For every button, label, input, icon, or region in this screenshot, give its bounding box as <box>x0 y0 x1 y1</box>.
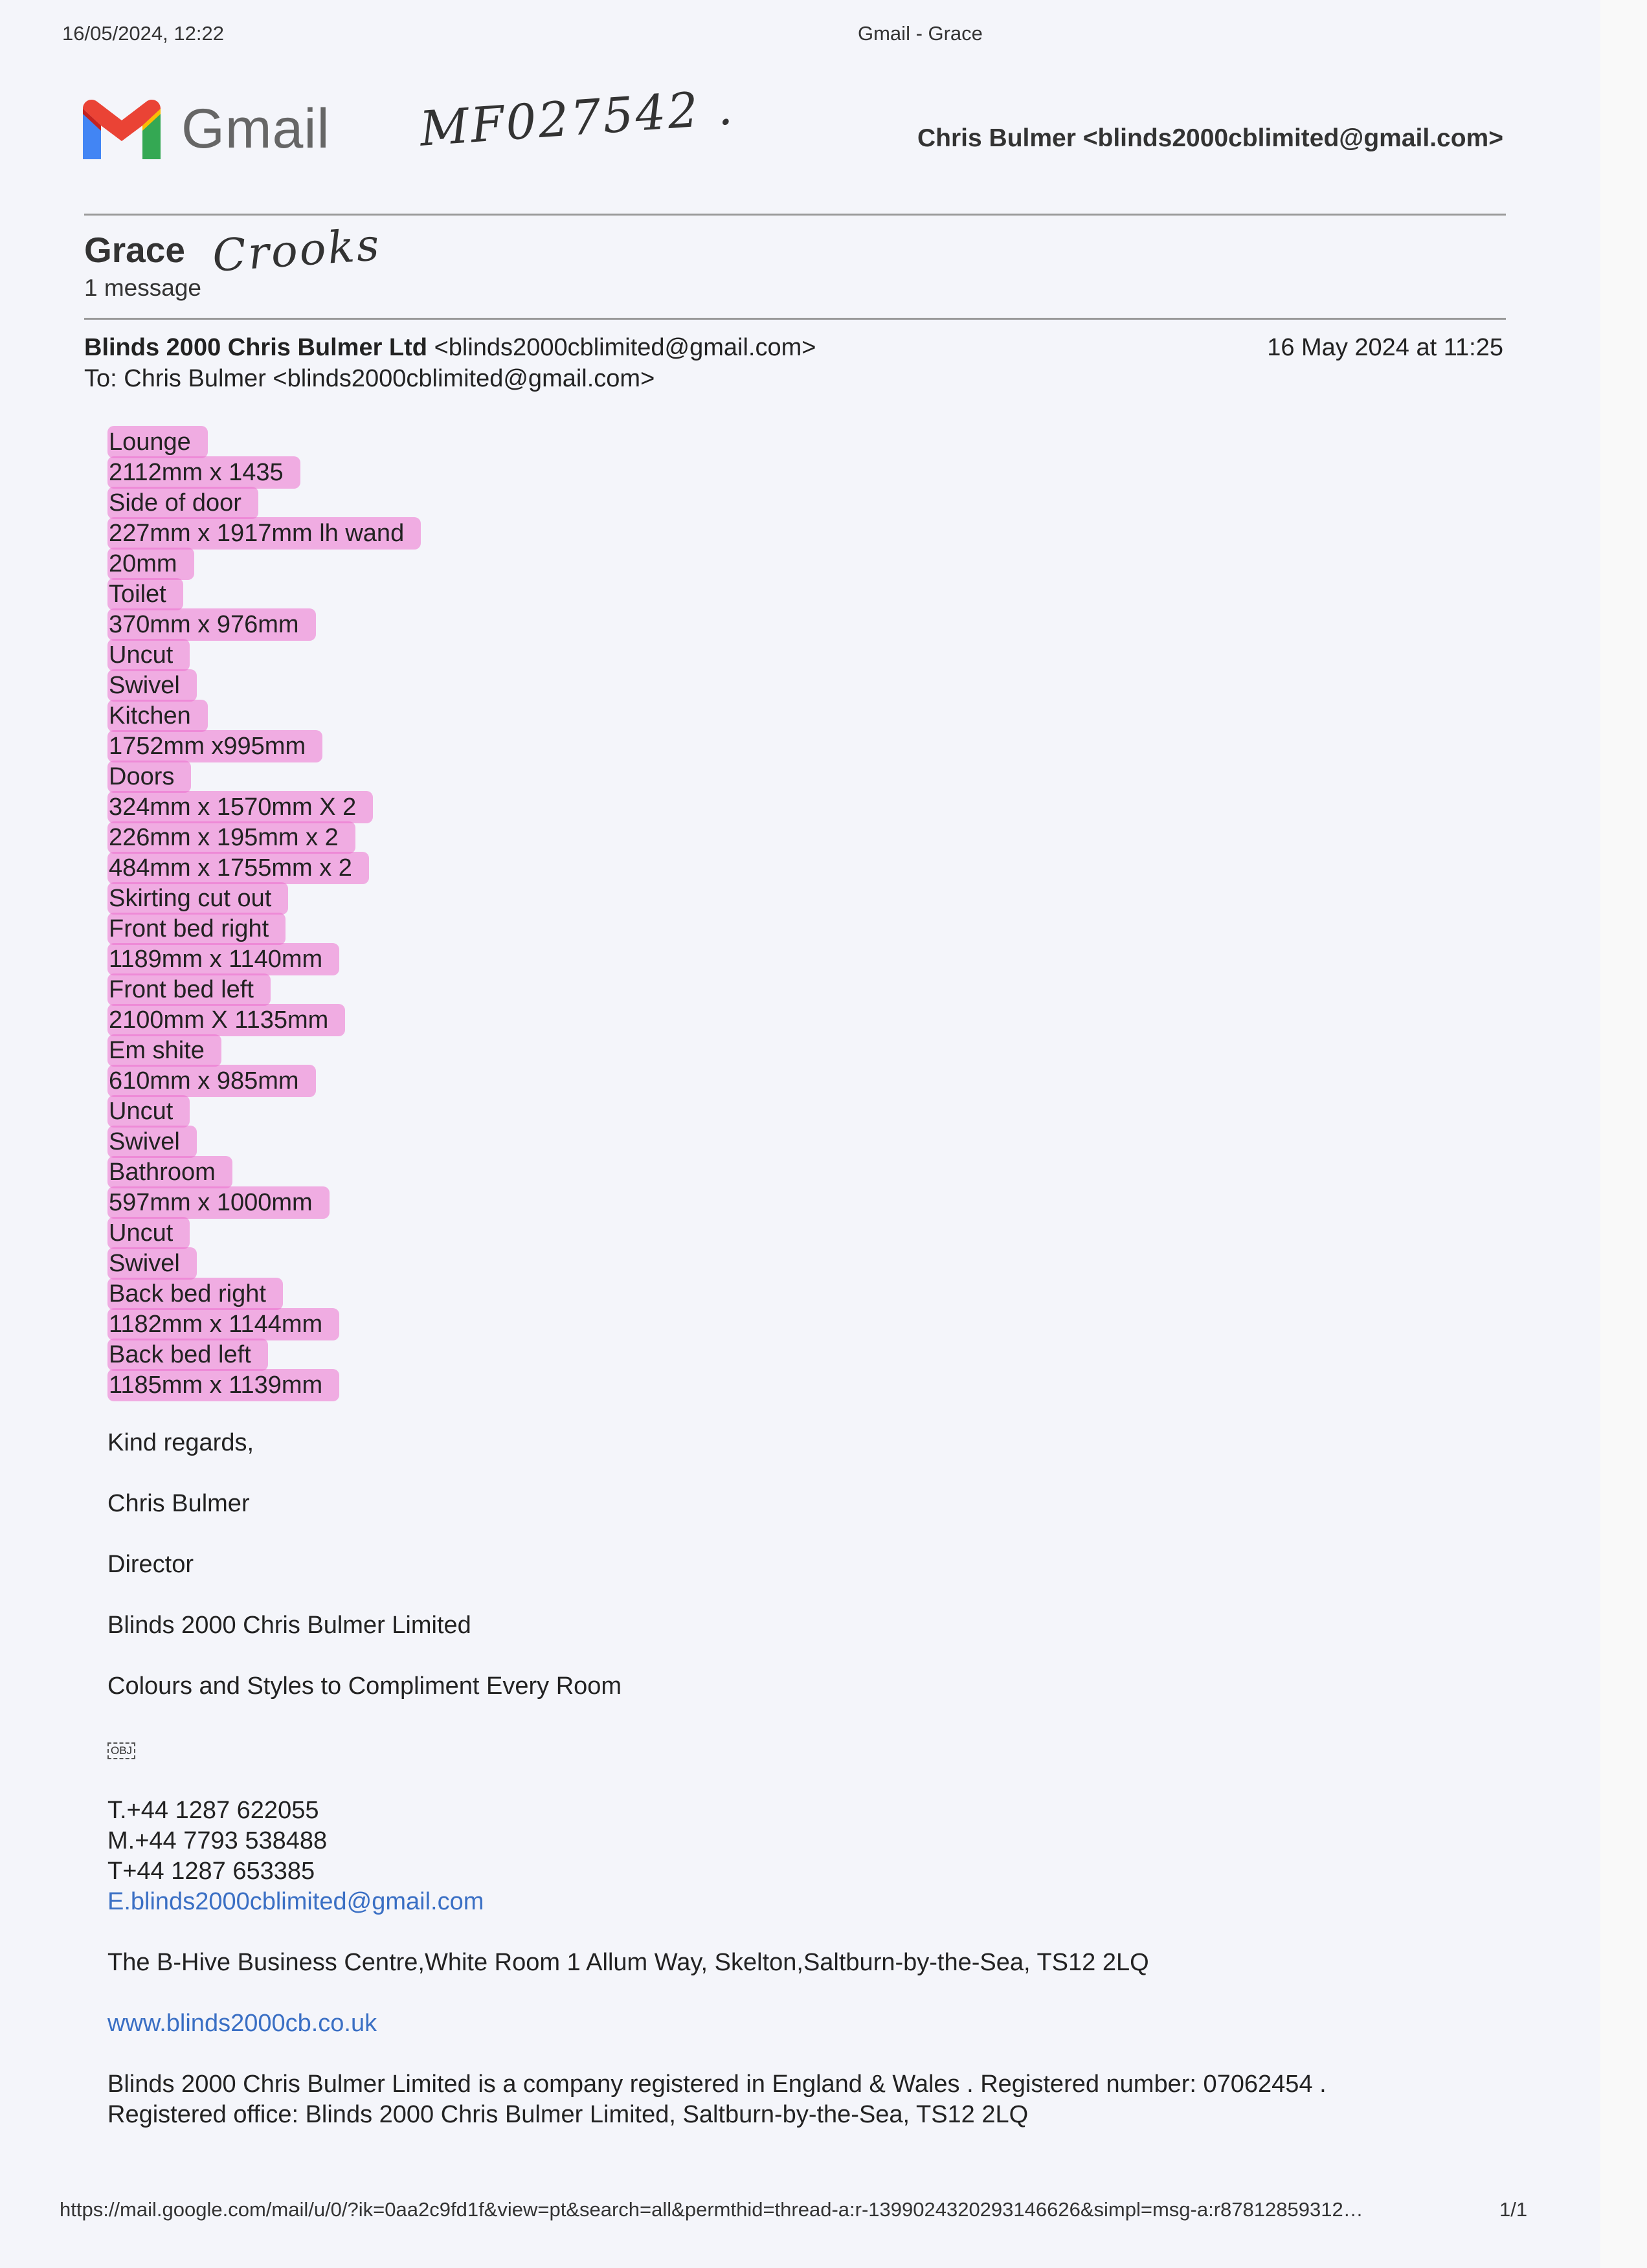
measurement-line <box>107 579 421 610</box>
highlighted-text: 484mm x 1755mm x 2 <box>107 852 369 884</box>
message-count: 1 message <box>84 274 201 301</box>
message-from <box>84 334 816 362</box>
embedded-object-placeholder: OBJ <box>107 1742 135 1759</box>
highlighted-text: Back bed right <box>107 1278 283 1310</box>
signature-company: Blinds 2000 Chris Bulmer Limited <box>107 1612 471 1639</box>
measurement-line <box>107 944 421 975</box>
measurement-line <box>107 549 421 579</box>
highlighted-text: Front bed right <box>107 913 286 945</box>
signature-name: Chris Bulmer <box>107 1490 250 1517</box>
measurement-line <box>107 1005 421 1036</box>
highlighted-text: 1182mm x 1144mm <box>107 1308 339 1340</box>
message-to: To: Chris Bulmer <blinds2000cblimited@gmail.com> <box>84 365 655 392</box>
measurement-list <box>107 427 421 1401</box>
highlighted-text: Back bed left <box>107 1339 268 1371</box>
signature-tagline: Colours and Styles to Compliment Every Room <box>107 1673 622 1700</box>
highlighted-text: Uncut <box>107 1095 190 1128</box>
divider <box>84 318 1506 320</box>
measurement-line <box>107 792 421 823</box>
account-header: Chris Bulmer <blinds2000cblimited@gmail.com> <box>917 124 1503 152</box>
signature-address: The B-Hive Business Centre,White Room 1 Allum Way, Skelton,Saltburn-by-the-Sea, TS12 2LQ <box>107 1949 1149 1976</box>
signature-mobile: M.+44 7793 538488 <box>107 1827 328 1854</box>
measurement-line <box>107 914 421 944</box>
measurement-line <box>107 731 421 762</box>
highlighted-text: Bathroom <box>107 1156 232 1188</box>
highlighted-text: Uncut <box>107 639 190 671</box>
print-datetime: 16/05/2024, 12:22 <box>62 22 224 45</box>
measurement-line <box>107 1218 421 1249</box>
highlighted-text: Lounge <box>107 426 208 458</box>
highlighted-text: 2100mm X 1135mm <box>107 1004 345 1036</box>
measurement-line <box>107 1370 421 1401</box>
highlighted-text: Toilet <box>107 578 183 610</box>
measurement-line <box>107 701 421 731</box>
measurement-line <box>107 1096 421 1127</box>
measurement-line <box>107 1157 421 1188</box>
highlighted-text: Doors <box>107 761 191 793</box>
measurement-line <box>107 1127 421 1157</box>
thread-subject: Grace <box>84 230 185 270</box>
highlighted-text: Uncut <box>107 1217 190 1249</box>
highlighted-text: Swivel <box>107 669 197 702</box>
highlighted-text: Swivel <box>107 1247 197 1280</box>
sender-email: <blinds2000cblimited@gmail.com> <box>434 334 816 361</box>
message-date: 16 May 2024 at 11:25 <box>1267 334 1503 361</box>
measurement-line <box>107 884 421 914</box>
print-title: Gmail - Grace <box>858 22 983 45</box>
signature-role: Director <box>107 1551 194 1578</box>
measurement-line <box>107 762 421 792</box>
scan-edge <box>1600 0 1647 2268</box>
highlighted-text: Em shite <box>107 1034 221 1067</box>
measurement-line <box>107 640 421 671</box>
measurement-line <box>107 1340 421 1370</box>
highlighted-text: Kitchen <box>107 700 208 732</box>
highlighted-text: 2112mm x 1435 <box>107 456 300 489</box>
measurement-line <box>107 671 421 701</box>
measurement-line <box>107 975 421 1005</box>
handwritten-reference: MF027542 . <box>418 80 737 157</box>
divider <box>84 214 1506 216</box>
measurement-line <box>107 1249 421 1279</box>
gmail-logo <box>83 97 330 161</box>
measurement-line <box>107 1066 421 1096</box>
signature-phone-2: T+44 1287 653385 <box>107 1858 315 1885</box>
highlighted-text: 1189mm x 1140mm <box>107 943 339 975</box>
website-link[interactable]: www.blinds2000cb.co.uk <box>107 2010 377 2037</box>
registration-line-2: Registered office: Blinds 2000 Chris Bulmer Limited, Saltburn-by-the-Sea, TS12 2LQ <box>107 2101 1029 2128</box>
gmail-m-icon <box>83 100 161 159</box>
signature-phone: T.+44 1287 622055 <box>107 1797 319 1824</box>
highlighted-text: Side of door <box>107 487 258 519</box>
highlighted-text: 324mm x 1570mm X 2 <box>107 791 373 823</box>
measurement-line <box>107 518 421 549</box>
highlighted-text: 1752mm x995mm <box>107 730 322 762</box>
measurement-line <box>107 610 421 640</box>
sender-name: Blinds 2000 Chris Bulmer Ltd <box>84 334 428 361</box>
measurement-line <box>107 1036 421 1066</box>
measurement-line <box>107 1188 421 1218</box>
closing: Kind regards, <box>107 1429 254 1456</box>
gmail-wordmark: Gmail <box>181 98 330 160</box>
print-page-number: 1/1 <box>1499 2198 1528 2221</box>
highlighted-text: 1185mm x 1139mm <box>107 1369 339 1401</box>
highlighted-text: 227mm x 1917mm lh wand <box>107 517 421 550</box>
measurement-line <box>107 853 421 884</box>
handwritten-surname: Crooks <box>210 219 383 282</box>
measurement-line <box>107 1309 421 1340</box>
measurement-line <box>107 488 421 518</box>
measurement-line <box>107 427 421 458</box>
registration-line-1: Blinds 2000 Chris Bulmer Limited is a company registered in England & Wales . Registered number: 07062454 . <box>107 2071 1327 2098</box>
measurement-line <box>107 1279 421 1309</box>
highlighted-text: Skirting cut out <box>107 882 288 915</box>
measurement-line <box>107 823 421 853</box>
highlighted-text: 226mm x 195mm x 2 <box>107 821 355 854</box>
signature-email-link[interactable]: E.blinds2000cblimited@gmail.com <box>107 1888 484 1915</box>
measurement-line <box>107 458 421 488</box>
highlighted-text: 20mm <box>107 548 194 580</box>
highlighted-text: Front bed left <box>107 973 271 1006</box>
highlighted-text: Swivel <box>107 1126 197 1158</box>
highlighted-text: 370mm x 976mm <box>107 608 316 641</box>
highlighted-text: 597mm x 1000mm <box>107 1186 330 1219</box>
print-footer-url: https://mail.google.com/mail/u/0/?ik=0aa2c9fd1f&view=pt&search=all&permthid=thread-a:r-1399024320293146626&simpl=msg-a:r87812859312… <box>60 2198 1363 2221</box>
highlighted-text: 610mm x 985mm <box>107 1065 316 1097</box>
